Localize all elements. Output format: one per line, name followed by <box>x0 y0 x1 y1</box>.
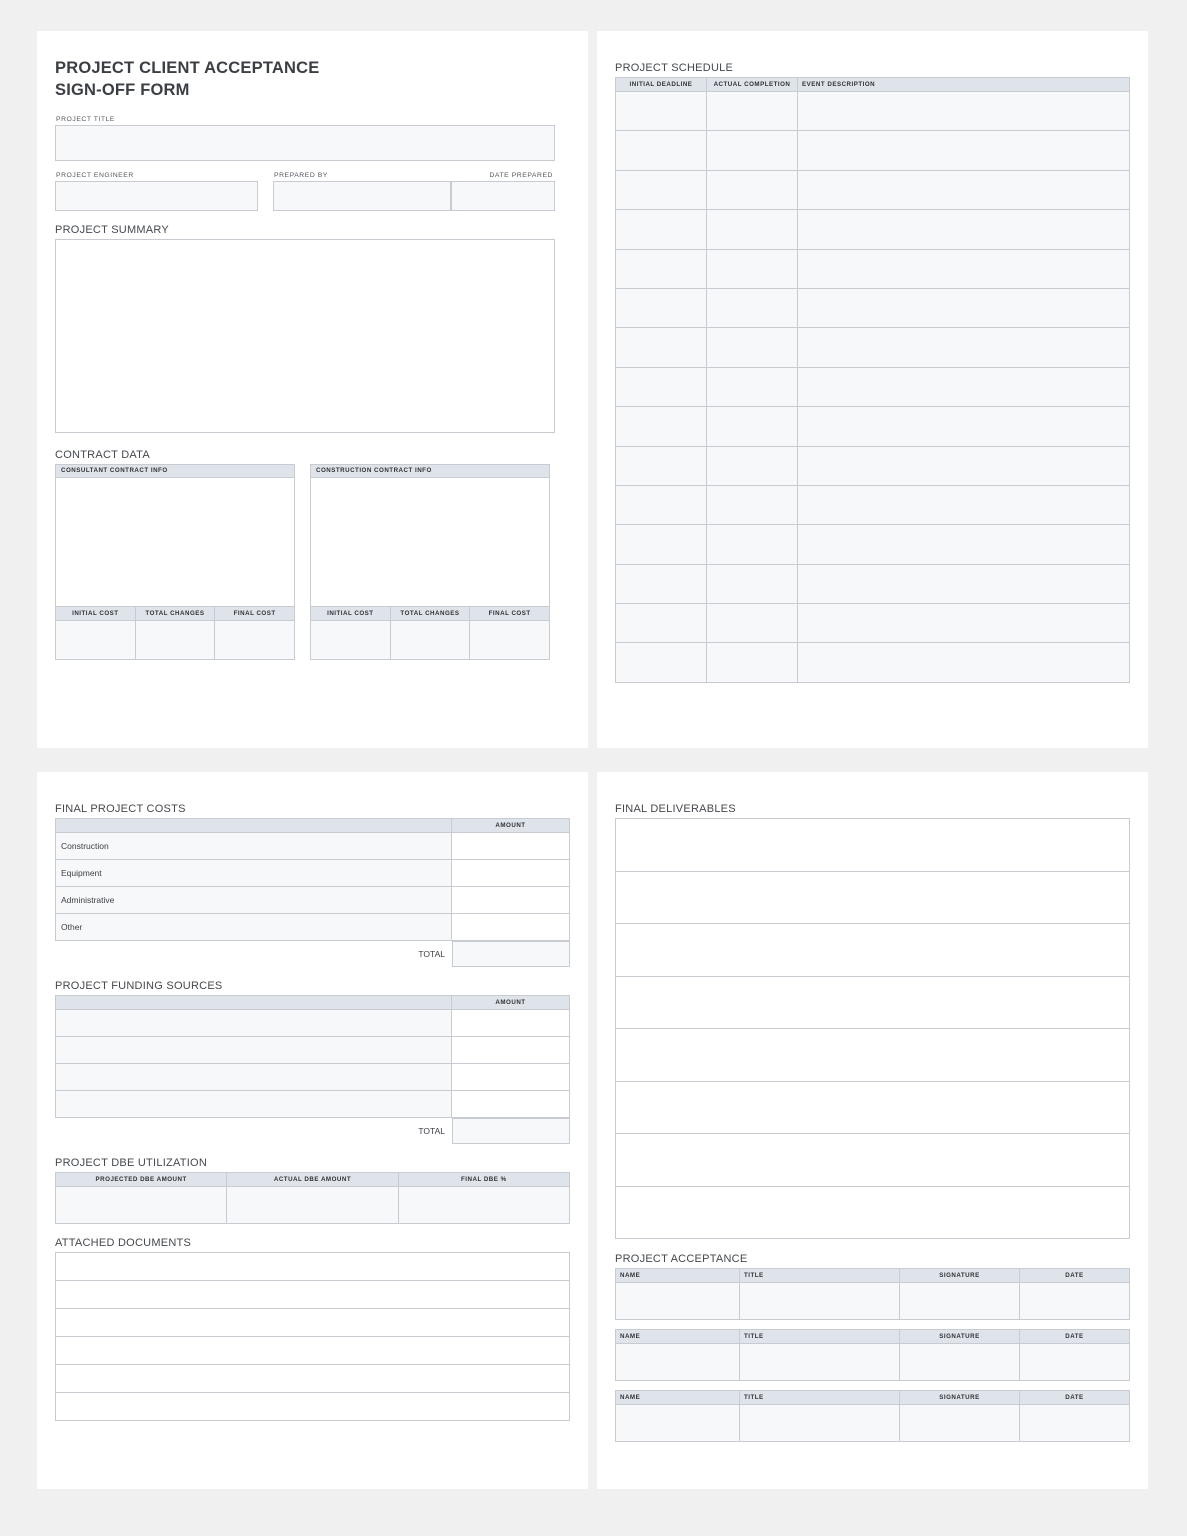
consultant-contract-body[interactable] <box>55 478 295 606</box>
acceptance-name-cell[interactable] <box>616 1344 740 1381</box>
schedule-initial-deadline-header: INITIAL DEADLINE <box>616 78 707 92</box>
list-item[interactable] <box>55 1392 570 1421</box>
costs-amount-construction[interactable] <box>452 833 570 860</box>
schedule-cell-completion[interactable] <box>707 604 798 643</box>
table-header-row <box>616 1330 1130 1344</box>
table-row <box>616 210 1130 249</box>
consultant-contract-block <box>55 464 295 660</box>
schedule-cell-deadline[interactable] <box>616 131 707 170</box>
schedule-cell-completion[interactable] <box>707 367 798 406</box>
project-acceptance-table-3 <box>615 1390 1130 1442</box>
page-title-line-2: SIGN-OFF FORM <box>55 81 190 100</box>
costs-label-construction: Construction <box>56 833 452 860</box>
final-costs-total-label: TOTAL <box>418 949 445 959</box>
date-prepared-input[interactable] <box>451 181 555 211</box>
schedule-actual-completion-header: ACTUAL COMPLETION <box>707 78 798 92</box>
project-acceptance-heading: PROJECT ACCEPTANCE <box>615 1253 748 1265</box>
project-schedule-table <box>615 77 1130 683</box>
project-dbe-utilization-table <box>55 1172 570 1224</box>
page-title <box>55 57 570 102</box>
schedule-cell-deadline[interactable] <box>616 446 707 485</box>
dbe-final-percent-header: FINAL DBE % <box>398 1173 569 1187</box>
schedule-cell-completion[interactable] <box>707 525 798 564</box>
funding-total-value[interactable] <box>452 1118 570 1144</box>
schedule-cell-completion[interactable] <box>707 564 798 603</box>
page-top-right <box>597 31 1148 748</box>
construction-total-changes-cell[interactable] <box>390 620 470 659</box>
project-funding-sources-heading: PROJECT FUNDING SOURCES <box>55 980 223 992</box>
consultant-initial-cost-header: INITIAL COST <box>56 606 136 620</box>
acceptance-name-cell[interactable] <box>616 1283 740 1320</box>
funding-amount-cell[interactable] <box>452 1010 570 1037</box>
funding-source-cell[interactable] <box>56 1010 452 1037</box>
table-row <box>616 1405 1130 1442</box>
table-row <box>56 914 570 941</box>
acceptance-name-header: NAME <box>616 1269 740 1283</box>
schedule-cell-deadline[interactable] <box>616 288 707 327</box>
table-row <box>616 564 1130 603</box>
table-row <box>616 367 1130 406</box>
table-row <box>56 1010 570 1037</box>
schedule-cell-description[interactable] <box>798 407 1130 446</box>
acceptance-signature-header: SIGNATURE <box>900 1269 1020 1283</box>
dbe-projected-cell[interactable] <box>56 1187 227 1224</box>
project-summary-input[interactable] <box>55 239 555 433</box>
list-item[interactable] <box>615 1186 1130 1240</box>
prepared-by-group <box>273 172 451 211</box>
acceptance-title-cell[interactable] <box>740 1405 900 1442</box>
table-header-row <box>616 1391 1130 1405</box>
project-funding-sources-group <box>55 980 570 1144</box>
list-item[interactable] <box>55 1336 570 1365</box>
costs-item-header <box>56 819 452 833</box>
acceptance-title-header: TITLE <box>740 1269 900 1283</box>
schedule-cell-description[interactable] <box>798 288 1130 327</box>
schedule-cell-deadline[interactable] <box>616 367 707 406</box>
schedule-cell-description[interactable] <box>798 328 1130 367</box>
schedule-cell-description[interactable] <box>798 525 1130 564</box>
costs-label-administrative: Administrative <box>56 887 452 914</box>
attached-documents-group <box>55 1237 570 1421</box>
final-costs-total-row <box>55 941 570 967</box>
funding-amount-cell[interactable] <box>452 1064 570 1091</box>
project-title-label: PROJECT TITLE <box>56 115 116 123</box>
table-row <box>616 446 1130 485</box>
table-header-row <box>56 996 570 1010</box>
table-header-row <box>56 606 295 620</box>
final-project-costs-heading: FINAL PROJECT COSTS <box>55 803 186 815</box>
construction-contract-heading: CONSTRUCTION CONTRACT INFO <box>310 464 550 478</box>
prepared-by-input[interactable] <box>273 181 451 211</box>
project-meta-row <box>55 172 570 211</box>
page-bottom-left-content <box>55 790 570 1471</box>
table-row <box>311 620 550 659</box>
page-top-right-content <box>615 49 1130 730</box>
contract-data-group <box>55 449 570 660</box>
list-item[interactable] <box>615 1081 1130 1135</box>
project-acceptance-table-1 <box>615 1268 1130 1320</box>
acceptance-signature-cell[interactable] <box>900 1283 1020 1320</box>
acceptance-signature-header: SIGNATURE <box>900 1330 1020 1344</box>
funding-amount-cell[interactable] <box>452 1091 570 1118</box>
construction-initial-cost-header: INITIAL COST <box>311 606 391 620</box>
schedule-cell-completion[interactable] <box>707 446 798 485</box>
table-header-row <box>616 1269 1130 1283</box>
page-bottom-left <box>37 772 588 1489</box>
table-row <box>616 643 1130 682</box>
costs-amount-administrative[interactable] <box>452 887 570 914</box>
project-engineer-input[interactable] <box>55 181 258 211</box>
project-title-input[interactable] <box>55 125 555 161</box>
acceptance-title-header: TITLE <box>740 1330 900 1344</box>
schedule-cell-deadline[interactable] <box>616 564 707 603</box>
schedule-cell-description[interactable] <box>798 485 1130 524</box>
consultant-final-cost-header: FINAL COST <box>215 606 295 620</box>
acceptance-title-cell[interactable] <box>740 1344 900 1381</box>
acceptance-date-cell[interactable] <box>1020 1283 1130 1320</box>
consultant-total-changes-header: TOTAL CHANGES <box>135 606 215 620</box>
schedule-cell-completion[interactable] <box>707 328 798 367</box>
schedule-cell-description[interactable] <box>798 564 1130 603</box>
table-row <box>616 407 1130 446</box>
schedule-cell-completion[interactable] <box>707 92 798 131</box>
schedule-cell-deadline[interactable] <box>616 170 707 209</box>
table-row <box>56 887 570 914</box>
schedule-cell-description[interactable] <box>798 170 1130 209</box>
schedule-cell-deadline[interactable] <box>616 407 707 446</box>
project-acceptance-table-2 <box>615 1329 1130 1381</box>
schedule-event-description-header: EVENT DESCRIPTION <box>798 78 1130 92</box>
project-schedule-group <box>615 62 1130 683</box>
schedule-cell-deadline[interactable] <box>616 604 707 643</box>
final-project-costs-group <box>55 803 570 967</box>
table-row <box>56 833 570 860</box>
list-item[interactable] <box>55 1280 570 1309</box>
schedule-cell-deadline[interactable] <box>616 92 707 131</box>
table-row <box>616 92 1130 131</box>
project-engineer-group <box>55 172 258 211</box>
schedule-cell-deadline[interactable] <box>616 485 707 524</box>
table-row <box>616 1283 1130 1320</box>
table-row <box>616 525 1130 564</box>
schedule-cell-description[interactable] <box>798 210 1130 249</box>
schedule-cell-description[interactable] <box>798 131 1130 170</box>
list-item[interactable] <box>55 1252 570 1281</box>
project-summary-group <box>55 224 570 433</box>
table-header-row <box>56 819 570 833</box>
construction-contract-block <box>310 464 550 660</box>
acceptance-date-cell[interactable] <box>1020 1405 1130 1442</box>
final-deliverables-list <box>615 818 1130 1239</box>
consultant-initial-cost-cell[interactable] <box>56 620 136 659</box>
table-row <box>56 860 570 887</box>
schedule-cell-description[interactable] <box>798 446 1130 485</box>
costs-amount-header: AMOUNT <box>452 819 570 833</box>
page-top-left <box>37 31 588 748</box>
date-prepared-group <box>451 172 555 211</box>
acceptance-date-cell[interactable] <box>1020 1344 1130 1381</box>
list-item[interactable] <box>615 1133 1130 1187</box>
attached-documents-heading: ATTACHED DOCUMENTS <box>55 1237 192 1249</box>
acceptance-date-header: DATE <box>1020 1269 1130 1283</box>
project-engineer-label: PROJECT ENGINEER <box>56 171 134 179</box>
project-dbe-utilization-heading: PROJECT DBE UTILIZATION <box>55 1157 208 1169</box>
project-acceptance-group <box>615 1253 1130 1442</box>
schedule-cell-completion[interactable] <box>707 407 798 446</box>
project-summary-heading: PROJECT SUMMARY <box>55 223 169 236</box>
funding-source-cell[interactable] <box>56 1091 452 1118</box>
prepared-by-label: PREPARED BY <box>274 171 328 179</box>
dbe-actual-cell[interactable] <box>227 1187 398 1224</box>
consultant-contract-table <box>55 606 295 660</box>
construction-total-changes-header: TOTAL CHANGES <box>390 606 470 620</box>
schedule-cell-completion[interactable] <box>707 643 798 682</box>
project-dbe-utilization-group <box>55 1157 570 1224</box>
costs-amount-other[interactable] <box>452 914 570 941</box>
table-header-row <box>616 78 1130 92</box>
schedule-cell-deadline[interactable] <box>616 249 707 288</box>
table-row <box>616 249 1130 288</box>
schedule-cell-deadline[interactable] <box>616 643 707 682</box>
dbe-actual-header: ACTUAL DBE AMOUNT <box>227 1173 398 1187</box>
consultant-final-cost-cell[interactable] <box>215 620 295 659</box>
page-bottom-right-content <box>615 790 1130 1471</box>
table-row <box>56 1037 570 1064</box>
funding-total-row <box>55 1118 570 1144</box>
table-row <box>616 1344 1130 1381</box>
schedule-cell-description[interactable] <box>798 604 1130 643</box>
construction-contract-body[interactable] <box>310 478 550 606</box>
schedule-cell-completion[interactable] <box>707 170 798 209</box>
list-item[interactable] <box>615 871 1130 925</box>
costs-label-other: Other <box>56 914 452 941</box>
acceptance-signature-cell[interactable] <box>900 1344 1020 1381</box>
construction-initial-cost-cell[interactable] <box>311 620 391 659</box>
page-top-left-content <box>55 49 570 730</box>
schedule-cell-deadline[interactable] <box>616 525 707 564</box>
costs-amount-equipment[interactable] <box>452 860 570 887</box>
contract-data-columns <box>55 464 570 660</box>
table-row <box>616 131 1130 170</box>
schedule-cell-deadline[interactable] <box>616 210 707 249</box>
dbe-final-percent-cell[interactable] <box>398 1187 569 1224</box>
final-deliverables-group <box>615 803 1130 1239</box>
acceptance-date-header: DATE <box>1020 1391 1130 1405</box>
consultant-total-changes-cell[interactable] <box>135 620 215 659</box>
funding-total-label: TOTAL <box>418 1126 445 1136</box>
page-title-line-1: PROJECT CLIENT ACCEPTANCE <box>55 59 320 77</box>
list-item[interactable] <box>55 1308 570 1337</box>
construction-final-cost-header: FINAL COST <box>470 606 550 620</box>
final-costs-total-value[interactable] <box>452 941 570 967</box>
table-row <box>616 328 1130 367</box>
funding-source-header <box>56 996 452 1010</box>
acceptance-signature-header: SIGNATURE <box>900 1391 1020 1405</box>
funding-source-cell[interactable] <box>56 1037 452 1064</box>
list-item[interactable] <box>55 1364 570 1393</box>
acceptance-name-header: NAME <box>616 1330 740 1344</box>
date-prepared-label: DATE PREPARED <box>489 171 553 179</box>
table-row <box>616 170 1130 209</box>
costs-label-equipment: Equipment <box>56 860 452 887</box>
final-project-costs-table <box>55 818 570 941</box>
acceptance-title-header: TITLE <box>740 1391 900 1405</box>
acceptance-name-cell[interactable] <box>616 1405 740 1442</box>
page-bottom-right <box>597 772 1148 1489</box>
acceptance-name-header: NAME <box>616 1391 740 1405</box>
table-header-row <box>56 1173 570 1187</box>
attached-documents-list <box>55 1252 570 1421</box>
schedule-cell-completion[interactable] <box>707 131 798 170</box>
construction-final-cost-cell[interactable] <box>470 620 550 659</box>
project-title-group <box>55 116 570 161</box>
list-item[interactable] <box>615 923 1130 977</box>
list-item[interactable] <box>615 818 1130 872</box>
table-row <box>56 1187 570 1224</box>
schedule-cell-completion[interactable] <box>707 210 798 249</box>
funding-amount-cell[interactable] <box>452 1037 570 1064</box>
funding-source-cell[interactable] <box>56 1064 452 1091</box>
project-funding-sources-table <box>55 995 570 1118</box>
contract-data-heading: CONTRACT DATA <box>55 448 150 461</box>
funding-amount-header: AMOUNT <box>452 996 570 1010</box>
consultant-contract-heading: CONSULTANT CONTRACT INFO <box>55 464 295 478</box>
schedule-cell-completion[interactable] <box>707 288 798 327</box>
schedule-cell-completion[interactable] <box>707 249 798 288</box>
schedule-cell-deadline[interactable] <box>616 328 707 367</box>
table-row <box>56 1091 570 1118</box>
schedule-cell-completion[interactable] <box>707 485 798 524</box>
schedule-cell-description[interactable] <box>798 249 1130 288</box>
acceptance-title-cell[interactable] <box>740 1283 900 1320</box>
schedule-cell-description[interactable] <box>798 92 1130 131</box>
table-row <box>616 485 1130 524</box>
acceptance-signature-cell[interactable] <box>900 1405 1020 1442</box>
schedule-cell-description[interactable] <box>798 643 1130 682</box>
dbe-projected-header: PROJECTED DBE AMOUNT <box>56 1173 227 1187</box>
table-row <box>616 604 1130 643</box>
final-deliverables-heading: FINAL DELIVERABLES <box>615 803 736 815</box>
project-schedule-heading: PROJECT SCHEDULE <box>615 62 734 74</box>
list-item[interactable] <box>615 976 1130 1030</box>
table-row <box>56 1064 570 1091</box>
table-header-row <box>311 606 550 620</box>
acceptance-date-header: DATE <box>1020 1330 1130 1344</box>
list-item[interactable] <box>615 1028 1130 1082</box>
table-row <box>56 620 295 659</box>
table-row <box>616 288 1130 327</box>
construction-contract-table <box>310 606 550 660</box>
schedule-cell-description[interactable] <box>798 367 1130 406</box>
